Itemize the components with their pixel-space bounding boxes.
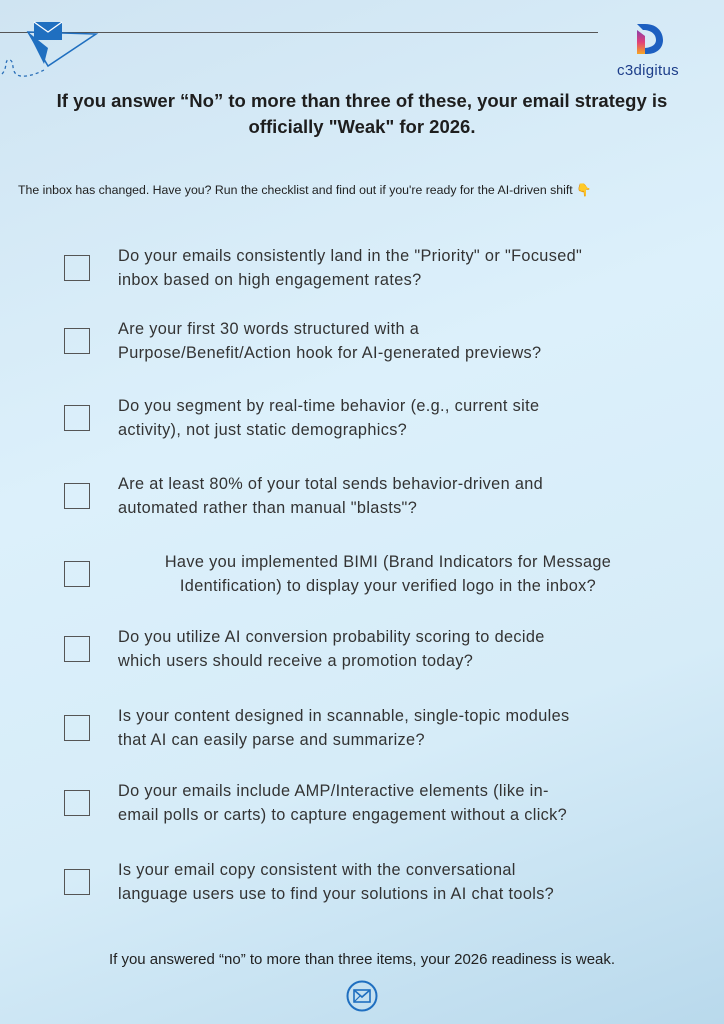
- email-icon: [346, 980, 378, 1012]
- item-line-1: Do your emails consistently land in the "Priority" or "Focused": [118, 247, 583, 265]
- checklist-item-text: [118, 317, 541, 365]
- brand-name: c3digitus: [617, 62, 679, 79]
- checklist-item: [64, 858, 704, 906]
- checklist-item-text: [118, 779, 567, 827]
- item-line-1: Is your email copy consistent with the conversational: [118, 861, 516, 879]
- item-line-2: language users use to find your solutions in AI chat tools?: [118, 885, 555, 903]
- footer-note: If you answered “no” to more than three items, your 2026 readiness is weak.: [108, 951, 616, 968]
- item-line-2: that AI can easily parse and summarize?: [118, 731, 425, 749]
- checkbox[interactable]: [64, 405, 90, 431]
- checkbox[interactable]: [64, 328, 90, 354]
- checklist-item-text: [118, 472, 543, 520]
- checklist-item-text: [118, 244, 582, 292]
- checklist-item-text: [118, 394, 539, 442]
- item-line-2: automated rather than manual "blasts"?: [118, 499, 418, 517]
- c3digitus-logo-icon: [631, 22, 665, 56]
- checkbox[interactable]: [64, 715, 90, 741]
- checklist-item-text: [118, 858, 554, 906]
- checkbox[interactable]: [64, 483, 90, 509]
- page-title: [0, 88, 724, 140]
- subtitle: The inbox has changed. Have you? Run the checklist and find out if you're ready for the AI-driven shift 👇: [18, 183, 592, 197]
- checklist-item: [64, 317, 704, 365]
- item-line-2: activity), not just static demographics?: [118, 421, 408, 439]
- title-line-2: officially "Weak" for 2026.: [248, 116, 476, 137]
- item-line-1: Do you segment by real-time behavior (e.g., current site: [118, 397, 540, 415]
- checklist-item: [64, 779, 704, 827]
- item-line-1: Are your first 30 words structured with a: [118, 320, 420, 338]
- checklist-item-text: [118, 704, 569, 752]
- item-line-2: email polls or carts) to capture engagement without a click?: [118, 806, 568, 824]
- checkbox[interactable]: [64, 561, 90, 587]
- brand-logo: [600, 22, 696, 79]
- item-line-2: Identification) to display your verified logo in the inbox?: [179, 577, 597, 595]
- item-line-1: Do you utilize AI conversion probability scoring to decide: [118, 628, 545, 646]
- item-line-2: which users should receive a promotion today?: [118, 652, 474, 670]
- item-line-1: Have you implemented BIMI (Brand Indicators for Message: [164, 553, 612, 571]
- checkbox[interactable]: [64, 255, 90, 281]
- checklist-item: [64, 244, 704, 292]
- item-line-1: Do your emails include AMP/Interactive elements (like in-: [118, 782, 549, 800]
- checklist-item-text: [118, 625, 545, 673]
- item-line-1: Is your content designed in scannable, single-topic modules: [118, 707, 570, 725]
- paper-plane-email-icon: [0, 18, 100, 78]
- checkbox[interactable]: [64, 790, 90, 816]
- item-line-1: Are at least 80% of your total sends behavior-driven and: [118, 475, 544, 493]
- checklist-item: [64, 625, 704, 673]
- title-line-1: If you answer “No” to more than three of these, your email strategy is: [56, 90, 668, 111]
- checklist-item-text: [118, 550, 658, 598]
- checkbox[interactable]: [64, 869, 90, 895]
- checklist-item: [64, 472, 704, 520]
- item-line-2: inbox based on high engagement rates?: [118, 271, 422, 289]
- checklist-item: [64, 704, 704, 752]
- checklist-item: [64, 394, 704, 442]
- checkbox[interactable]: [64, 636, 90, 662]
- item-line-2: Purpose/Benefit/Action hook for AI-generated previews?: [118, 344, 542, 362]
- checklist-item: [64, 550, 704, 598]
